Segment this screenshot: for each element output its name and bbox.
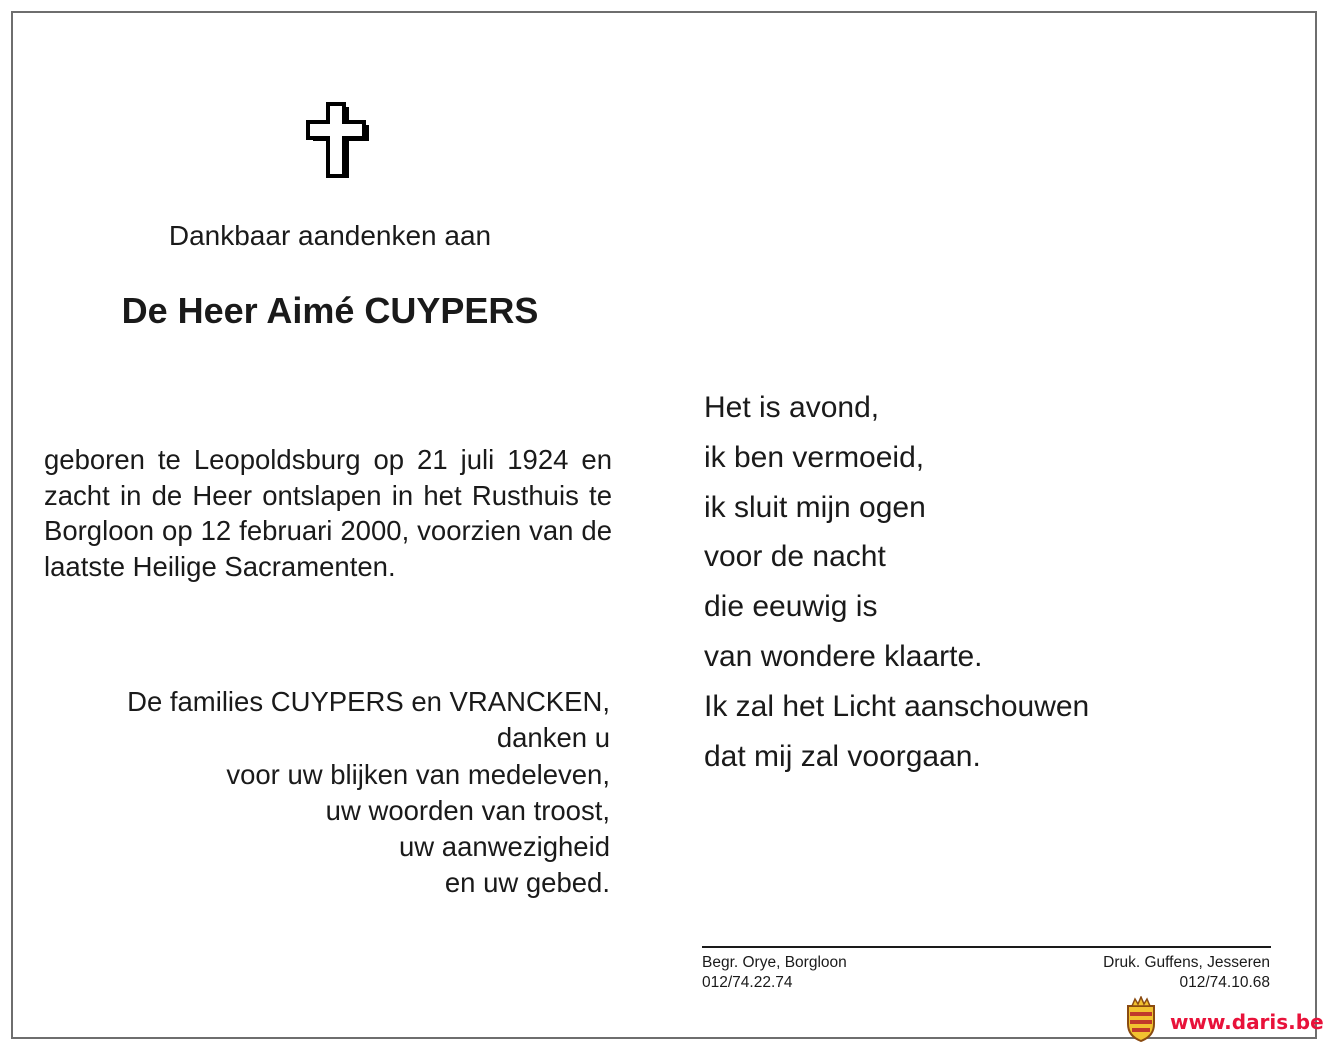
poem-line: Het is avond, <box>704 391 880 424</box>
poem-line: van wondere klaarte. <box>704 639 983 673</box>
poem-line: ik ben vermoeid, <box>704 440 925 474</box>
thanks-line: danken u <box>496 722 610 754</box>
biography-text: geboren te Leopoldsburg op 21 juli 1924 en zacht in de Heer ontslapen in het Rusthuis te Borgloon op 12 februari 2000, voorzien van de laatste Heilige Sacramenten. <box>44 444 612 582</box>
deceased-name: De Heer Aimé CUYPERS <box>121 290 539 331</box>
card-intro: Dankbaar aandenken aan <box>168 220 492 251</box>
poem-line: Ik zal het Licht aanschouwen <box>704 689 1090 723</box>
thanks-line: en uw gebed. <box>444 867 610 899</box>
undertaker-info <box>702 953 847 993</box>
undertaker-phone: 012/74.22.74 <box>702 974 793 991</box>
printer-name: Druk. Guffens, Jesseren <box>1103 954 1270 971</box>
printer-phone: 012/74.10.68 <box>1179 974 1270 991</box>
poem-line: dat mij zal voorgaan. <box>704 739 981 773</box>
thanks-line: uw aanwezigheid <box>399 831 610 863</box>
cross-icon <box>306 102 370 178</box>
thanks-line: De families CUYPERS en VRANCKEN, <box>127 686 610 717</box>
poem-line: voor de nacht <box>704 540 886 574</box>
thanks-line: uw woorden van troost, <box>325 794 610 826</box>
poem-line: ik sluit mijn ogen <box>704 490 926 524</box>
footer-divider <box>702 946 1271 948</box>
thanks-line: voor uw blijken van medeleven, <box>226 758 610 790</box>
crest-logo-icon <box>1124 996 1158 1042</box>
undertaker-name: Begr. Orye, Borgloon <box>702 954 847 971</box>
watermark-link[interactable]: www.daris.be <box>1170 1010 1324 1034</box>
poem-line: die eeuwig is <box>704 590 878 624</box>
poem-block <box>704 383 1089 781</box>
thanks-block <box>10 684 610 902</box>
printer-info <box>1103 953 1270 993</box>
